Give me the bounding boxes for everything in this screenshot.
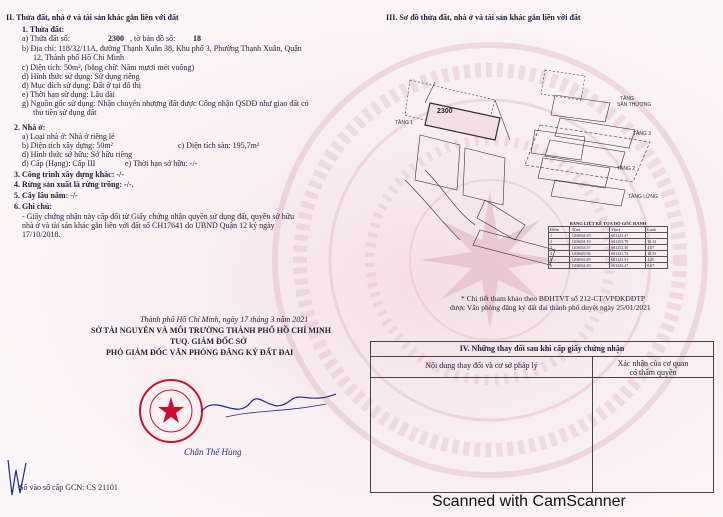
coord-cell: 4: [549, 251, 570, 257]
deputy-title: PHÓ GIÁM ĐỐC VĂN PHÒNG ĐĂNG KÝ ĐẤT ĐAI: [106, 348, 294, 357]
coord-cell: 2: [549, 239, 570, 245]
coord-cell: 1204633.57: [570, 245, 610, 251]
coordinate-table-title: BẢNG LIỆT KÊ TỌA ĐỘ GÓC RANH: [569, 221, 647, 226]
svg-text:SỞ: SỞ: [167, 412, 175, 418]
coord-cell: 601243.47: [610, 233, 646, 239]
notes-line-3: 17/10/2018.: [22, 230, 61, 239]
svg-text:2300: 2300: [437, 108, 453, 115]
signer-name: Chân Thế Hùng: [184, 447, 242, 457]
origin-line-1: g) Nguồn gốc sử dụng: Nhận chuyển nhượng đất được Công nhận QSDĐ như giao đất có: [22, 99, 309, 108]
land-area: c) Diện tích: 50m², (bằng chữ: Năm mươi mét vuông): [22, 63, 195, 72]
house-type: a) Loại nhà ở: Nhà ở riêng lẻ: [22, 132, 115, 141]
parcel-number: 2300: [108, 34, 124, 43]
use-purpose: đ) Mục đích sử dụng: Đất ở tại đô thị: [22, 81, 141, 90]
sheet-number: 18: [193, 34, 201, 43]
coord-cell: 3: [549, 245, 570, 251]
production-forest: 4. Rừng sản xuất là rừng trồng: -/-.: [14, 180, 134, 189]
house-heading: 2. Nhà ở:: [14, 123, 46, 132]
section3-title: III. Sơ đồ thửa đất, nhà ở và tài sản khác gắn liền với đất: [386, 13, 581, 22]
svg-text:SÂN THƯỢNG: SÂN THƯỢNG: [617, 102, 652, 108]
notes-heading: 6. Ghi chú:: [14, 202, 53, 211]
issuing-department: SỞ TÀI NGUYÊN VÀ MÔI TRƯỜNG THÀNH PHỐ HỒ CHÍ MINH: [91, 326, 332, 335]
address-line-2: 12, Thành phố Hồ Chí Minh: [33, 53, 124, 62]
svg-text:TẦNG 3: TẦNG 3: [633, 131, 652, 137]
house-grade: đ) Cấp (Hạng): Cấp III: [22, 159, 96, 168]
coord-cell: 5: [549, 257, 570, 263]
use-form: d) Hình thức sử dụng: Sử dụng riêng: [22, 72, 140, 81]
coordinate-table: [548, 221, 668, 269]
register-number: Số vào sổ cấp GCN: CS 21101: [19, 483, 118, 492]
svg-text:TẦNG: TẦNG: [620, 96, 634, 102]
coord-cell: 10.32: [646, 239, 668, 245]
coord-header-cell: X(m): [570, 227, 610, 233]
changes-col-confirm-1: Xác nhận của cơ quan: [617, 359, 689, 368]
origin-line-2: thu tiền sử dụng đất: [33, 108, 97, 117]
svg-text:TẦNG 2: TẦNG 2: [617, 166, 636, 172]
parcel-label: a) Thửa đất số:: [22, 34, 70, 43]
coord-cell: 601241.72: [610, 251, 646, 257]
changes-col-confirm-2: có thẩm quyền: [629, 368, 677, 377]
tuq-director: TUQ. GIÁM ĐỐC SỞ: [170, 337, 247, 346]
land-heading: 1. Thửa đất:: [22, 25, 65, 34]
svg-text:TẦNG 1: TẦNG 1: [395, 120, 414, 126]
coord-cell: 4.87: [646, 245, 668, 251]
red-seal-stamp: [138, 378, 204, 444]
coord-cell: 601252.30: [610, 245, 646, 251]
perennial-trees: 5. Cây lâu năm: -/-: [14, 191, 78, 200]
changes-column-divider: [371, 357, 593, 492]
sheet-label: , tờ bản đồ số:: [130, 34, 176, 43]
floor-area: c) Diện tích sàn: 195,7m²: [178, 141, 260, 150]
coord-cell: 1204634.19: [570, 239, 610, 245]
changes-table: [370, 341, 714, 493]
coord-cell: 1204634.10: [570, 263, 610, 269]
svg-text:TẦNG LỬNG: TẦNG LỬNG: [628, 194, 658, 200]
section2-title: II. Thửa đất, nhà ở và tài sản khác gắn liền với đất: [6, 13, 179, 22]
signature-graphic: [196, 382, 346, 432]
coord-cell: 0.67: [646, 263, 668, 269]
coord-header-cell: Y(m): [610, 227, 646, 233]
coord-cell: 10.33: [646, 251, 668, 257]
use-term: e) Thời hạn sử dụng: Lâu dài: [22, 90, 115, 99]
section4-title: IV. Những thay đổi sau khi cấp giấy chứng nhận: [371, 342, 713, 357]
diagram-note-2: được Văn phòng đăng ký đất đai thành phố duyệt ngày 25/01/2021: [450, 303, 651, 312]
ownership-term: e) Thời hạn sở hữu: -/-: [125, 159, 198, 168]
coord-cell: 1: [549, 233, 570, 239]
initial-mark: [2, 455, 32, 500]
coord-cell: 6: [549, 263, 570, 269]
address-line-1: b) Địa chỉ: 118/32/11A, đường Thạnh Xuân 38, Khu phố 3, Phường Thạnh Xuân, Quận: [22, 44, 302, 53]
coord-cell: 4.20: [646, 257, 668, 263]
coord-cell: 601243.51: [610, 257, 646, 263]
notes-line-1: - Giấy chứng nhận này cấp đổi từ Giấy chứng nhận quyền sử dụng đất, quyền sở hữu: [22, 212, 295, 221]
diagram-note-1: * Chi tiết tham khảo theo BĐHTVT số 212-CT/VPĐKĐĐTP: [461, 294, 646, 303]
coord-cell: 1204634.10: [570, 233, 610, 239]
coord-cell: 1204633.29: [570, 257, 610, 263]
camscanner-watermark: Scanned with CamScanner: [432, 493, 626, 510]
coord-cell: 1204629.56: [570, 251, 610, 257]
coord-header-cell: Điểm: [549, 227, 570, 233]
changes-col-content: Nội dung thay đổi và cơ sở pháp lý: [425, 361, 538, 370]
ownership-form: d) Hình thức sở hữu: Sở hữu riêng: [22, 150, 133, 159]
coord-cell: 601253.79: [610, 239, 646, 245]
build-area: b) Diện tích xây dựng: 50m²: [22, 141, 113, 150]
coord-cell: 601243.47: [610, 263, 646, 269]
coord-header-cell: Cạnh: [646, 227, 668, 233]
notes-line-2: nhà ở và tài sản khác gắn liền với đất số CH17641 do UBND Quận 12 ký ngày: [22, 221, 275, 230]
other-works: 3. Công trình xây dựng khác: -/-: [14, 170, 124, 179]
issue-date: Thành phố Hồ Chí Minh, ngày 17 tháng 3 năm 2021: [140, 315, 309, 324]
